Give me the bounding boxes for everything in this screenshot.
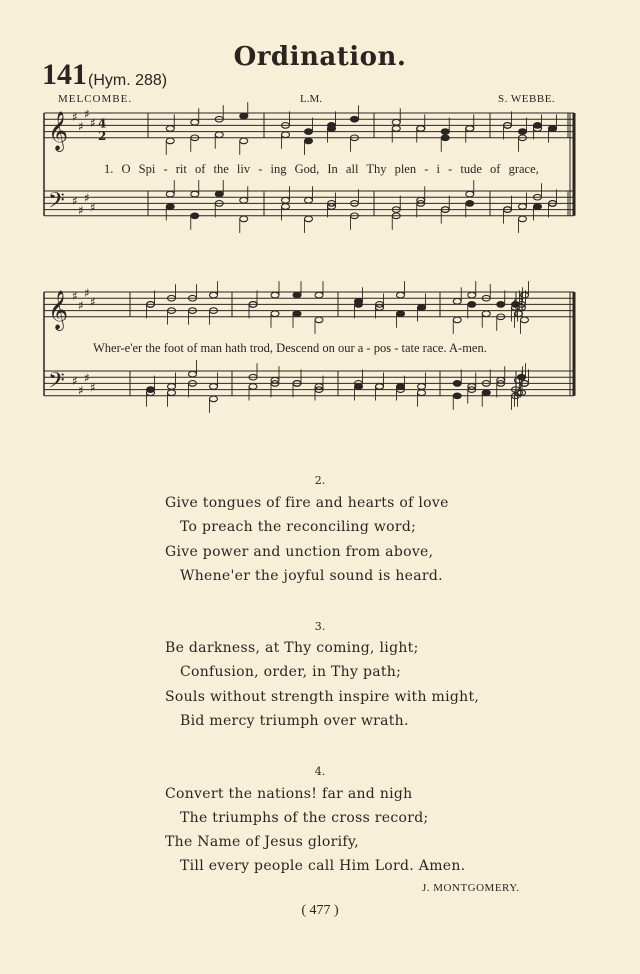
stanza-3-number: 3. — [314, 620, 326, 633]
notehead — [397, 311, 405, 317]
notehead — [418, 390, 426, 396]
notehead — [468, 292, 476, 298]
notehead — [271, 292, 279, 298]
notehead — [417, 126, 425, 132]
notehead — [240, 198, 248, 204]
sharp-icon: ♯ — [78, 119, 84, 134]
notehead — [315, 292, 323, 298]
notehead — [466, 201, 474, 207]
treble-clef-icon: 𝄞 — [48, 110, 69, 151]
music-score — [0, 0, 640, 430]
notehead — [282, 132, 290, 138]
sharp-icon: ♯ — [84, 191, 90, 206]
notehead — [215, 132, 223, 138]
stanza-3-line-3: Souls without strength inspire with might, — [165, 689, 480, 705]
sharp-icon: ♯ — [84, 371, 90, 386]
notehead — [482, 390, 490, 396]
page-number: ( 477 ) — [301, 903, 339, 918]
sharp-icon: ♯ — [78, 298, 84, 313]
notehead — [215, 191, 223, 197]
notehead — [497, 302, 505, 308]
stanza-4-number: 4. — [314, 765, 326, 778]
stanza-2-line-1: Give tongues of fire and hearts of love — [165, 495, 449, 511]
stanza-2-line-2: To preach the reconciling word; — [180, 519, 417, 535]
notehead — [351, 116, 359, 122]
notehead — [355, 302, 363, 308]
notehead — [441, 135, 449, 141]
notehead — [305, 216, 313, 222]
sharp-icon: ♯ — [84, 285, 90, 300]
sharp-icon: ♯ — [72, 374, 78, 389]
notehead — [468, 302, 476, 308]
notehead — [534, 123, 542, 129]
hymn-reference: (Hym. 288) — [88, 72, 168, 89]
notehead — [392, 126, 400, 132]
notehead — [441, 129, 449, 135]
stanza-3-line-1: Be darkness, at Thy coming, light; — [165, 640, 419, 656]
notehead — [191, 213, 199, 219]
notehead — [191, 191, 199, 197]
composer: S. WEBBE. — [498, 93, 556, 105]
notehead — [191, 120, 199, 126]
bass-clef-icon: 𝄢 — [48, 188, 65, 219]
notehead — [166, 126, 174, 132]
stanza-4-line-3: The Name of Jesus glorify, — [165, 834, 360, 850]
stanza-2-number: 2. — [314, 474, 326, 487]
notehead — [166, 138, 174, 144]
notehead — [282, 198, 290, 204]
notehead — [453, 317, 461, 323]
stanza-2-line-4: Whene'er the joyful sound is heard. — [180, 568, 443, 584]
notehead — [453, 393, 461, 399]
notehead — [519, 216, 527, 222]
author: J. MONTGOMERY. — [422, 882, 520, 894]
stanza-4-line-4: Till every people call Him Lord. Amen. — [180, 858, 466, 874]
notehead — [293, 292, 301, 298]
sharp-icon: ♯ — [72, 194, 78, 209]
notehead — [519, 129, 527, 135]
hymn-number: 141 — [42, 58, 87, 91]
stanza-2-line-3: Give power and unction from above, — [165, 544, 434, 560]
notehead — [305, 138, 313, 144]
notehead — [418, 384, 426, 390]
notehead — [293, 311, 301, 317]
notehead — [376, 384, 384, 390]
notehead — [166, 204, 174, 210]
notehead — [328, 126, 336, 132]
treble-clef-icon: 𝄞 — [48, 289, 69, 330]
time-signature: 4 — [98, 116, 107, 131]
sharp-icon: ♯ — [72, 289, 78, 303]
notehead — [466, 126, 474, 132]
sharp-icon: ♯ — [90, 200, 96, 215]
notehead — [519, 204, 527, 210]
notehead — [166, 191, 174, 197]
stanza-3-line-4: Bid mercy triumph over wrath. — [180, 713, 409, 729]
notehead — [315, 317, 323, 323]
notehead — [534, 204, 542, 210]
notehead — [453, 381, 461, 387]
notehead — [392, 120, 400, 126]
notehead — [282, 204, 290, 210]
notehead — [168, 384, 176, 390]
time-signature: 2 — [98, 128, 107, 143]
notehead — [210, 396, 218, 402]
bass-clef-icon: 𝄢 — [48, 368, 65, 399]
sharp-icon: ♯ — [84, 106, 90, 121]
notehead — [305, 198, 313, 204]
notehead — [271, 311, 279, 317]
notehead — [189, 371, 197, 377]
sharp-icon: ♯ — [78, 383, 84, 398]
notehead — [453, 299, 461, 305]
notehead — [240, 138, 248, 144]
notehead — [210, 384, 218, 390]
tune-name: MELCOMBE. — [58, 93, 133, 105]
sharp-icon: ♯ — [72, 110, 78, 124]
meter: L.M. — [300, 93, 322, 105]
notehead — [397, 292, 405, 298]
stanza-4-line-1: Convert the nations! far and nigh — [165, 786, 413, 802]
notehead — [482, 311, 490, 317]
notehead — [249, 384, 257, 390]
notehead — [466, 191, 474, 197]
notehead — [240, 113, 248, 119]
sharp-icon: ♯ — [78, 203, 84, 218]
notehead — [397, 384, 405, 390]
notehead — [168, 390, 176, 396]
notehead — [521, 317, 529, 323]
sharp-icon: ♯ — [90, 380, 96, 395]
sharp-icon: ♯ — [90, 295, 96, 310]
lyric-line-1: 1. O Spi - rit of the liv - ing God, In all Thy plen - i - tude of grace, — [104, 162, 539, 176]
section-title: Ordination. — [233, 42, 407, 72]
notehead — [305, 129, 313, 135]
notehead — [549, 126, 557, 132]
stanza-4-line-2: The triumphs of the cross record; — [180, 810, 429, 826]
stanza-3-line-2: Confusion, order, in Thy path; — [180, 664, 402, 680]
sharp-icon: ♯ — [90, 116, 96, 131]
notehead — [355, 384, 363, 390]
notehead — [240, 216, 248, 222]
lyric-line-2: Wher-e'er the foot of man hath trod, Descend on our a - pos - tate race. A-men. — [93, 341, 487, 355]
notehead — [210, 292, 218, 298]
